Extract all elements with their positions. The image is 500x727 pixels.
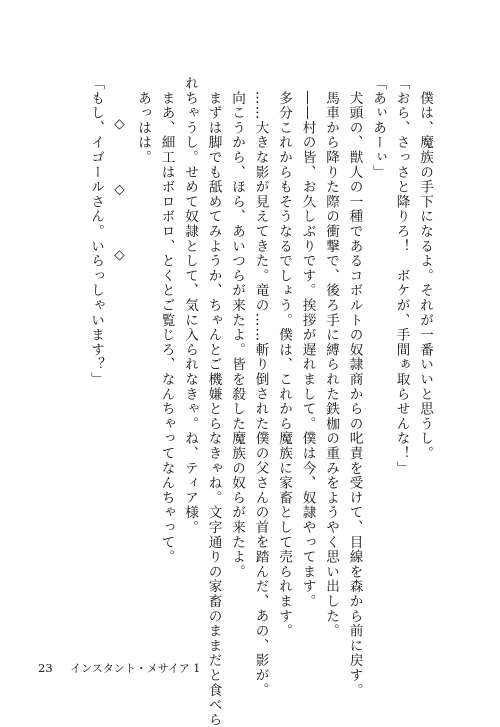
text-line: 犬頭の、獣人の一種であるコボルトの奴隷商からの叱責を受けて、目線を森から前に戻す。 — [346, 76, 363, 698]
text-line: 「もし、イゴールさん。いらっしゃいます？」 — [88, 76, 104, 387]
text-line: 僕は、魔族の手下になるよ。それが一番いいと思うし。 — [417, 76, 433, 461]
text-line: れちゃうし。せめて奴隷として、気に入られなきゃ。ね、ティア様。 — [182, 76, 198, 535]
page-footer — [38, 660, 200, 676]
text-line: ――村の皆、お久しぶりです。挨拶が遅れまして。僕は今、奴隷やってます。 — [299, 76, 316, 609]
running-title: インスタント・メサイア 1 — [70, 662, 201, 675]
text-line: 馬車から降りた際の衝撃で、後ろ手に縛られた鉄枷の重みをようやく思い出した。 — [323, 76, 339, 639]
scene-break-marker: ◇ ◇ ◇ — [111, 116, 128, 282]
text-line: まあ、細工はボロボロ、とくとご覧じろ、なんちゃってなんちゃって。 — [158, 76, 175, 565]
text-line: 「あぃあーぃ」 — [370, 76, 386, 180]
text-line: まずは脚でも舐めてみようか、ちゃんとご機嫌とらなきゃね。文字通りの家畜のままだと食べら — [205, 76, 222, 727]
text-line: 向こうから、ほら、あいつらが来たよ。皆を殺した魔族の奴らが来たよ。 — [229, 76, 245, 580]
text-line: 多分これからもそうなるでしょう。僕は、これから魔族に家畜として売られます。 — [276, 76, 292, 639]
text-line: ……大きな影が見えてきた。竜の……斬り倒された僕の父さんの首を踏んだ、あの、影が。 — [252, 76, 269, 698]
page-number: 23 — [38, 661, 53, 675]
text-line: 「おら、さっさと降りろ！ ボケが、手間ぁ取らせんな！」 — [393, 76, 410, 476]
text-line: あっはは。 — [135, 76, 151, 165]
